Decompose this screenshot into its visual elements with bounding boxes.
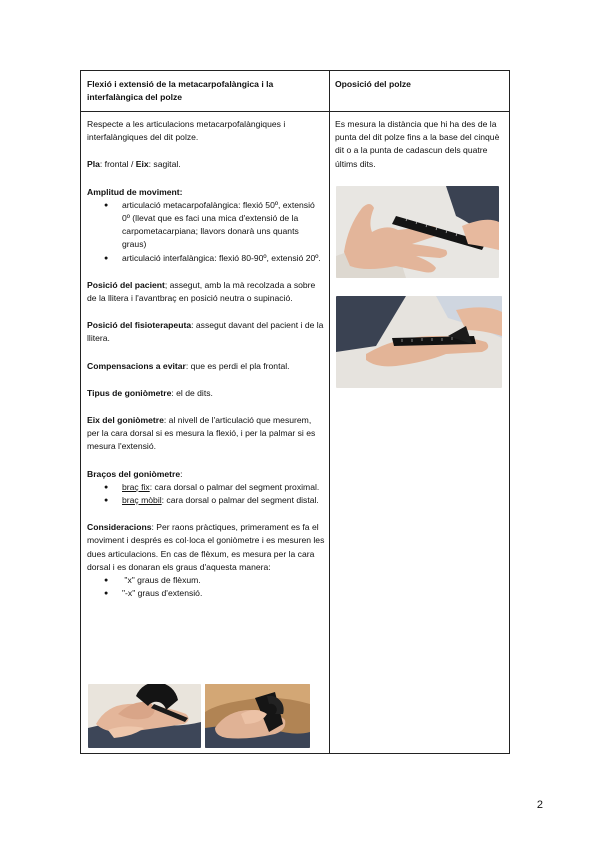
- bracos-heading: Braços del goniòmetre:: [87, 468, 183, 479]
- pla-eix: Pla: frontal / Eix: sagital.: [87, 159, 181, 170]
- list-item: ● "-x" graus d'extensió.: [87, 587, 325, 600]
- amplitud-list: [87, 199, 325, 265]
- bracos-list: [87, 481, 325, 507]
- column-divider: [329, 71, 330, 753]
- consideracions: Consideracions: Per raons pràctiques, primerament es fa el moviment i després es col·loca el goniòmetre i es mesuren les dues articulacions. En cas de flèxum, es mesura per la cara dorsal i es donaran els graus d'aquesta manera:: [87, 522, 325, 572]
- posicio-pacient: Posició del pacient; assegut, amb la mà recolzada a sobre de la llitera i l'avantbraç en posició neutra o supinació.: [87, 279, 316, 304]
- photo-thumb-flexion-2: [205, 684, 310, 748]
- posicio-fisio: Posició del fisioterapeuta: assegut davant del pacient i de la llitera.: [87, 320, 324, 344]
- photo-thumb-opposition-2: [336, 296, 502, 388]
- page-number: 2: [536, 799, 543, 811]
- intro-text: Respecte a les articulacions metacarpofalàngiques i interfalàngiques del dit polze.: [87, 119, 286, 143]
- eix-goniometre: Eix del goniòmetre: al nivell de l'articulació que mesurem, per la cara dorsal si es mesura la flexió, i per la palmar si es mesura l'extensió.: [87, 415, 316, 452]
- list-item: ● "x" graus de flèxum.: [87, 574, 325, 587]
- tipus-goniometre: Tipus de goniòmetre: el de dits.: [87, 387, 213, 398]
- list-item: ● articulació interfalàngica: flexió 80-90º, extensió 20º.: [87, 252, 325, 265]
- photo-thumb-opposition-1: [336, 186, 499, 278]
- list-item: ● braç mòbil: cara dorsal o palmar del segment distal.: [87, 494, 325, 507]
- compensacions: Compensacions a evitar: que es perdi el pla frontal.: [87, 360, 290, 371]
- photo-thumb-flexion-1: [88, 684, 201, 748]
- list-item: ● braç fix: cara dorsal o palmar del segment proximal.: [87, 481, 325, 494]
- list-item: ● articulació metacarpofalàngica: flexió 50º, extensió 0º (llevat que es faci una mica d'extensió de la carpometacarpiana; llavors donarà uns quants graus): [87, 199, 325, 252]
- header-divider: [81, 111, 509, 112]
- left-column: [87, 118, 325, 600]
- header-right: Oposició del polze: [335, 79, 411, 89]
- oposicio-text: Es mesura la distància que hi ha des de la punta del dit polze fins a la base del cinquè dit o a la punta de cadascun dels quatre últims dits.: [335, 119, 500, 169]
- consideracions-list: [87, 574, 325, 600]
- content-table: [80, 70, 510, 754]
- header-left: Flexió i extensió de la metacarpofalàngica i la interfalàngica del polze: [87, 79, 274, 103]
- right-column: [335, 118, 507, 185]
- amplitud-heading: Amplitud de moviment:: [87, 186, 183, 197]
